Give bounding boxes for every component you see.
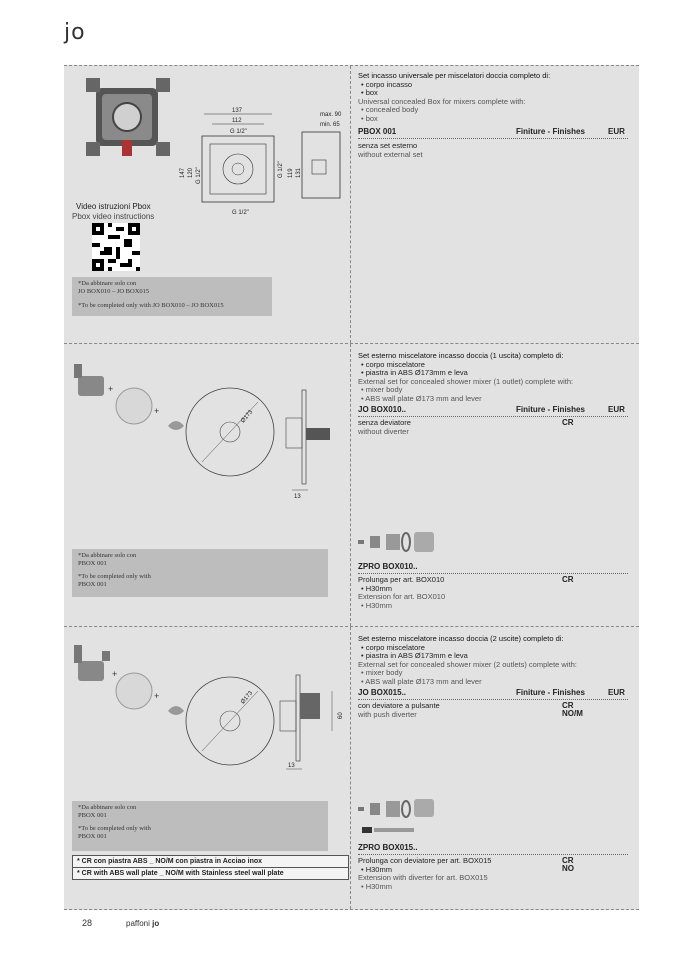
- note-en: *To be completed only with: [78, 573, 151, 580]
- code-row: [358, 405, 628, 417]
- qr-code[interactable]: [92, 223, 140, 271]
- product-code: PBOX 001: [358, 127, 397, 136]
- dim-diameter: Ø173: [240, 690, 255, 706]
- variant-finish: CR: [562, 418, 574, 427]
- variant-en: without diverter: [358, 426, 409, 436]
- note-it-2: PBOX 001: [78, 812, 107, 819]
- product-panel-box015: [64, 626, 639, 910]
- variant-finish-2: NO/M: [562, 709, 583, 718]
- video-instructions-en: Pbox video instructions: [72, 212, 155, 221]
- video-instructions-it: Video istruzioni Pbox: [76, 202, 151, 211]
- bullet-it: • corpo incasso: [368, 81, 628, 90]
- brand-logo: jo: [64, 20, 86, 45]
- dim-13: 13: [294, 494, 301, 500]
- pbox-technical-drawing: [174, 106, 349, 221]
- extension-bullet-it: • H30mm: [368, 585, 628, 594]
- variant-it: senza deviatore: [358, 418, 411, 427]
- extension-bullet-it: • H30mm: [368, 866, 628, 875]
- code-row: [358, 688, 628, 700]
- note-it: *Da abbinare solo con: [78, 280, 137, 287]
- box015-description: [358, 635, 628, 720]
- page-number: 28: [82, 918, 93, 928]
- pairing-note: [72, 549, 328, 597]
- note-en-2: PBOX 001: [78, 833, 107, 840]
- bullet-it: • piastra in ABS Ø173mm e leva: [368, 652, 628, 661]
- desc-en: External set for concealed shower mixer (2 outlets) complete with:: [358, 659, 577, 669]
- legend-en: * CR with ABS wall plate _ NO/M with Stainless steel wall plate: [73, 867, 348, 879]
- extension-image: [358, 530, 438, 554]
- dim-137: 137: [232, 108, 243, 114]
- dim-g2: G 1/2": [196, 167, 202, 184]
- box015-exploded-image: [72, 643, 192, 727]
- finish-legend: [72, 855, 349, 880]
- dim-60: 60: [338, 712, 344, 719]
- note-en-2: PBOX 001: [78, 581, 107, 588]
- code-row: [358, 127, 628, 139]
- product-code: JO BOX015..: [358, 688, 407, 697]
- code-row: [358, 843, 628, 855]
- variant-en: without external set: [358, 149, 423, 159]
- extension-bullet-en: • H30mm: [368, 883, 628, 892]
- variant-en: with push diverter: [358, 709, 417, 719]
- extension-en: Extension for art. BOX010: [358, 592, 446, 601]
- bullet-en: • box: [368, 115, 628, 124]
- bullet-it: • box: [368, 89, 628, 98]
- note-it-2: PBOX 001: [78, 560, 107, 567]
- bullet-en: • mixer body: [368, 386, 628, 395]
- extension-it: Prolunga per art. BOX010: [358, 575, 445, 584]
- pairing-note: [72, 801, 328, 851]
- dim-131: 131: [296, 167, 302, 178]
- extension-image: [358, 799, 438, 839]
- bullet-it: • corpo miscelatore: [368, 361, 628, 370]
- dim-119: 119: [288, 168, 294, 178]
- dim-13: 13: [288, 763, 295, 769]
- desc-it: Set incasso universale per miscelatori doccia completo di:: [358, 71, 551, 80]
- bullet-en: • ABS wall plate Ø173 mm and lever: [368, 678, 628, 687]
- box010-exploded-image: [72, 362, 192, 442]
- product-code: JO BOX010..: [358, 405, 407, 414]
- dim-min65: min. 65: [320, 122, 340, 128]
- dim-g3: G 1/2": [278, 161, 284, 178]
- column-divider: [350, 66, 351, 343]
- extension-description: [358, 560, 628, 610]
- dim-max90: max. 90: [320, 112, 342, 118]
- extension-code: ZPRO BOX010..: [358, 562, 418, 571]
- extension-code: ZPRO BOX015..: [358, 843, 418, 852]
- eur-label: EUR: [608, 688, 625, 697]
- extension-finish: CR: [562, 575, 574, 584]
- desc-en: External set for concealed shower mixer (1 outlet) complete with:: [358, 376, 574, 386]
- code-row: [358, 562, 628, 574]
- finishes-label: Finiture - Finishes: [516, 405, 585, 414]
- finishes-label: Finiture - Finishes: [516, 688, 585, 697]
- note-it: *Da abbinare solo con: [78, 804, 137, 811]
- bullet-it: • corpo miscelatore: [368, 644, 628, 653]
- extension-en: Extension with diverter for art. BOX015: [358, 873, 488, 882]
- bullet-en: • ABS wall plate Ø173 mm and lever: [368, 395, 628, 404]
- variant-it: con deviatore a pulsante: [358, 701, 440, 710]
- variant-it: senza set esterno: [358, 141, 418, 150]
- footer-brand-bold: jo: [152, 919, 160, 928]
- footer-brand: [126, 919, 159, 928]
- pbox-description: [358, 72, 628, 159]
- note-en: *To be completed only with: [78, 825, 151, 832]
- desc-en: Universal concealed Box for mixers complete with:: [358, 96, 526, 106]
- extension-finish-1: CR: [562, 856, 574, 865]
- finishes-label: Finiture - Finishes: [516, 127, 585, 136]
- svg-text:+: +: [112, 669, 118, 679]
- note-it-2: JO BOX010 – JO BOX015: [78, 288, 150, 295]
- dim-120: 120: [188, 167, 194, 178]
- dim-diameter: Ø173: [240, 409, 255, 425]
- footer-brand-light: paffoni: [126, 919, 150, 928]
- variant-finish-1: CR: [562, 701, 574, 710]
- dim-g1: G 1/2": [230, 129, 247, 135]
- bullet-en: • mixer body: [368, 669, 628, 678]
- extension-finish-2: NO: [562, 864, 574, 873]
- extension-it: Prolunga con deviatore per art. BOX015: [358, 856, 492, 865]
- product-panel-pbox: [64, 65, 639, 343]
- dim-147: 147: [180, 167, 186, 178]
- box010-technical-drawing: [182, 382, 352, 502]
- eur-label: EUR: [608, 405, 625, 414]
- extension-description: [358, 841, 628, 891]
- dim-112: 112: [232, 118, 242, 124]
- bullet-it: • piastra in ABS Ø173mm e leva: [368, 369, 628, 378]
- desc-it: Set esterno miscelatore incasso doccia (1 uscita) completo di:: [358, 351, 564, 360]
- note-it: *Da abbinare solo con: [78, 552, 137, 559]
- note-en: *To be completed only with JO BOX010 – JO BOX015: [78, 302, 224, 309]
- pairing-note: [72, 277, 272, 316]
- legend-it: * CR con piastra ABS _ NO/M con piastra in Acciao inox: [77, 858, 263, 865]
- dim-g4: G 1/2": [232, 210, 249, 216]
- box010-description: [358, 352, 628, 436]
- eur-label: EUR: [608, 127, 625, 136]
- bullet-en: • concealed body: [368, 106, 628, 115]
- svg-text:+: +: [154, 691, 160, 701]
- extension-bullet-en: • H30mm: [368, 602, 628, 611]
- desc-it: Set esterno miscelatore incasso doccia (2 uscite) completo di:: [358, 634, 564, 643]
- product-panel-box010: [64, 343, 639, 626]
- svg-text:+: +: [108, 384, 114, 394]
- svg-text:+: +: [154, 406, 160, 416]
- pbox-product-image: [86, 78, 172, 158]
- box015-technical-drawing: [182, 671, 352, 781]
